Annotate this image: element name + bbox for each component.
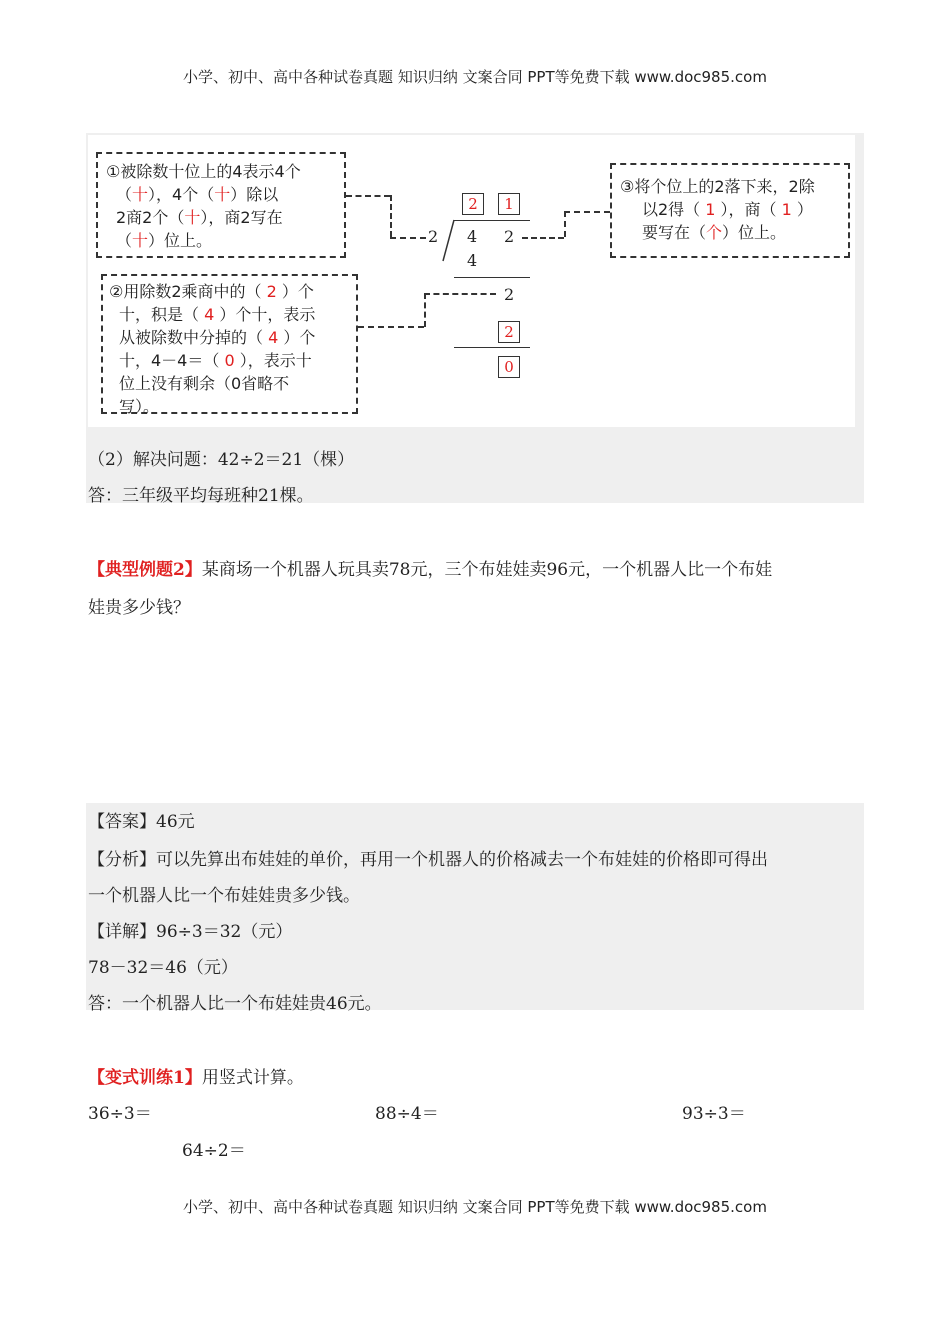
remainder-1: 2: [504, 285, 515, 304]
product-1: 4: [467, 251, 478, 270]
note-step-3: ③将个位上的2落下来，2除 以2得（ 1 ），商（ 1 ） 要写在（个）位上。: [610, 163, 850, 258]
connector-3a: [522, 237, 564, 239]
dividend-ones: 2: [504, 227, 515, 246]
example-2-line-2: 娃贵多少钱？: [88, 598, 190, 618]
practice-problem-4: 64÷2＝: [182, 1141, 246, 1161]
example-2-tag: 【典型例题2】: [88, 560, 202, 580]
practice-tag: 【变式训练1】: [88, 1068, 202, 1088]
quotient-digit-ones: 1: [498, 193, 520, 215]
connector-1b: [390, 195, 392, 237]
note-step-1: ①被除数十位上的4表示4个 （十），4个（十）除以 2商2个（十），商2写在 （十）位上。: [96, 152, 346, 258]
practice-problem-3: 93÷3＝: [682, 1104, 746, 1124]
answer-analysis-1: 【分析】可以先算出布娃娃的单价，再用一个机器人的价格减去一个布娃娃的价格即可得出: [88, 850, 768, 870]
connector-2b: [424, 293, 426, 327]
note-step-2: ②用除数2乘商中的（ 2 ）个 十，积是（ 4 ）个十，表示 从被除数中分掉的（ 4 ）个 十，4－4＝（ 0 ），表示十 位上没有剩余（0省略不 写）。: [101, 274, 358, 414]
division-bracket: [440, 219, 456, 263]
answer-panel: [86, 803, 864, 1010]
example-2-line-1: 【典型例题2】某商场一个机器人玩具卖78元，三个布娃娃卖96元，一个机器人比一个布娃: [88, 560, 773, 580]
solve-line: （2）解决问题：42÷2＝21（棵）: [88, 450, 355, 470]
connector-3b: [564, 211, 566, 237]
page-header: 小学、初中、高中各种试卷真题 知识归纳 文案合同 PPT等免费下载 www.doc985.com: [183, 68, 767, 86]
connector-2c: [424, 293, 496, 295]
answer-analysis-2: 一个机器人比一个布娃娃贵多少钱。: [88, 886, 360, 906]
subtract-line-1: [454, 277, 530, 278]
page-footer: 小学、初中、高中各种试卷真题 知识归纳 文案合同 PPT等免费下载 www.doc985.com: [183, 1198, 767, 1216]
practice-problem-1: 36÷3＝: [88, 1104, 152, 1124]
answer-detail-1: 【详解】96÷3＝32（元）: [88, 922, 293, 942]
quotient-digit-tens: 2: [462, 193, 484, 215]
subtract-line-2: [454, 347, 530, 348]
answer-line: 答：三年级平均每班种21棵。: [88, 486, 314, 506]
answer-result: 【答案】46元: [88, 812, 195, 832]
connector-3c: [564, 211, 610, 213]
answer-detail-2: 78－32＝46（元）: [88, 958, 238, 978]
practice-heading: 【变式训练1】用竖式计算。: [88, 1068, 304, 1088]
answer-conclusion: 答：一个机器人比一个布娃娃贵46元。: [88, 994, 382, 1014]
practice-problem-2: 88÷4＝: [375, 1104, 439, 1124]
division-bar: [454, 220, 530, 221]
connector-1c: [390, 237, 426, 239]
connector-2a: [358, 326, 424, 328]
remainder-2: 0: [498, 356, 520, 378]
connector-1a: [346, 195, 390, 197]
dividend-tens: 4: [467, 227, 478, 246]
divisor: 2: [428, 227, 439, 246]
product-2: 2: [498, 321, 520, 343]
division-diagram: [88, 135, 855, 427]
